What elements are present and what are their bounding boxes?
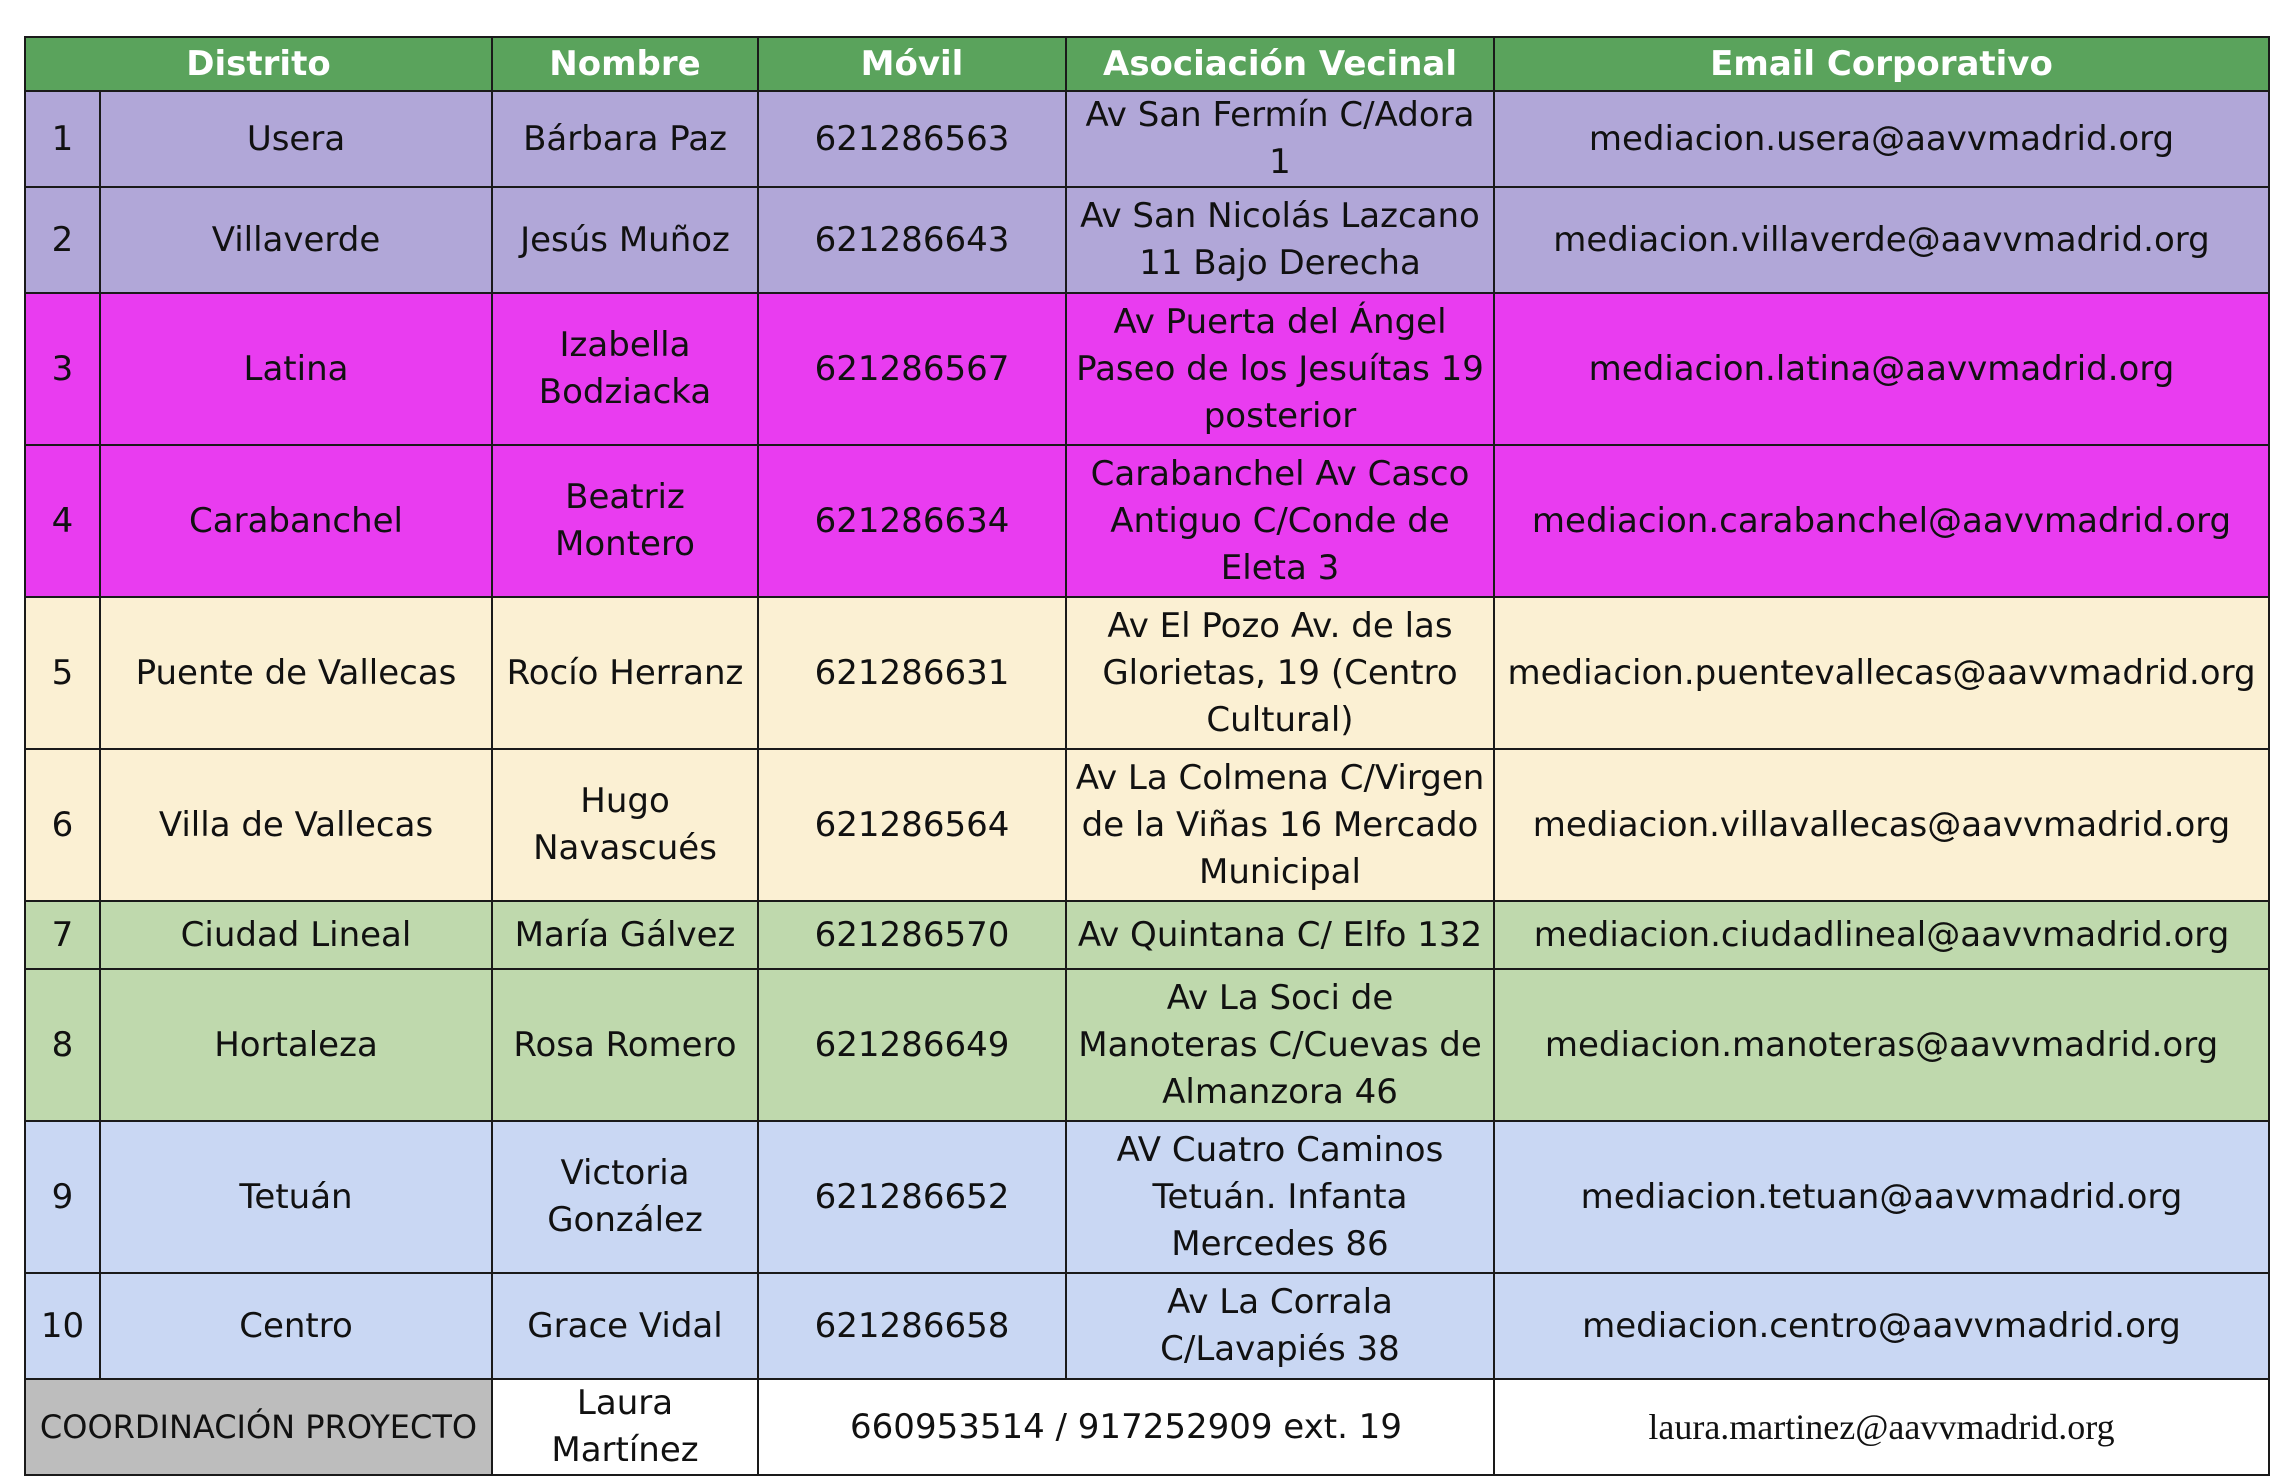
email-cell: mediacion.manoteras@aavvmadrid.org	[1494, 969, 2269, 1121]
coordinator-name: Laura Martínez	[492, 1379, 758, 1475]
table-row	[25, 597, 2269, 749]
name-cell: Jesús Muñoz	[492, 187, 758, 293]
row-number: 4	[25, 445, 100, 597]
district-cell: Tetuán	[100, 1121, 492, 1273]
mobile-cell: 621286658	[758, 1273, 1066, 1379]
coordination-row	[25, 1379, 2269, 1475]
table-row	[25, 293, 2269, 445]
name-cell: Rocío Herranz	[492, 597, 758, 749]
contacts-table-container	[24, 36, 2270, 1476]
table-row	[25, 1121, 2269, 1273]
mobile-cell: 621286567	[758, 293, 1066, 445]
association-cell: Carabanchel Av Casco Antiguo C/Conde de Eleta 3	[1066, 445, 1494, 597]
email-cell: mediacion.carabanchel@aavvmadrid.org	[1494, 445, 2269, 597]
email-cell: mediacion.centro@aavvmadrid.org	[1494, 1273, 2269, 1379]
district-cell: Villa de Vallecas	[100, 749, 492, 901]
email-cell: mediacion.puentevallecas@aavvmadrid.org	[1494, 597, 2269, 749]
mobile-cell: 621286570	[758, 901, 1066, 969]
row-number: 8	[25, 969, 100, 1121]
header-row	[25, 37, 2269, 91]
email-cell: mediacion.ciudadlineal@aavvmadrid.org	[1494, 901, 2269, 969]
table-row	[25, 901, 2269, 969]
association-cell: Av San Nicolás Lazcano 11 Bajo Derecha	[1066, 187, 1494, 293]
association-cell: Av El Pozo Av. de las Glorietas, 19 (Centro Cultural)	[1066, 597, 1494, 749]
name-cell: Hugo Navascués	[492, 749, 758, 901]
header-nombre: Nombre	[492, 37, 758, 91]
row-number: 5	[25, 597, 100, 749]
row-number: 7	[25, 901, 100, 969]
district-cell: Centro	[100, 1273, 492, 1379]
header-distrito: Distrito	[25, 37, 492, 91]
association-cell: Av San Fermín C/Adora 1	[1066, 91, 1494, 187]
mobile-cell: 621286634	[758, 445, 1066, 597]
association-cell: AV Cuatro Caminos Tetuán. Infanta Mercedes 86	[1066, 1121, 1494, 1273]
header-email: Email Corporativo	[1494, 37, 2269, 91]
row-number: 9	[25, 1121, 100, 1273]
coordinator-email: laura.martinez@aavvmadrid.org	[1494, 1379, 2269, 1475]
district-cell: Ciudad Lineal	[100, 901, 492, 969]
table-row	[25, 187, 2269, 293]
mobile-cell: 621286649	[758, 969, 1066, 1121]
header-asociacion: Asociación Vecinal	[1066, 37, 1494, 91]
row-number: 10	[25, 1273, 100, 1379]
district-cell: Usera	[100, 91, 492, 187]
district-cell: Latina	[100, 293, 492, 445]
row-number: 3	[25, 293, 100, 445]
name-cell: María Gálvez	[492, 901, 758, 969]
district-cell: Hortaleza	[100, 969, 492, 1121]
header-movil: Móvil	[758, 37, 1066, 91]
name-cell: Beatriz Montero	[492, 445, 758, 597]
coordinator-phones: 660953514 / 917252909 ext. 19	[758, 1379, 1494, 1475]
association-cell: Av La Corrala C/Lavapiés 38	[1066, 1273, 1494, 1379]
table-row	[25, 749, 2269, 901]
mobile-cell: 621286652	[758, 1121, 1066, 1273]
table-row	[25, 1273, 2269, 1379]
table-row	[25, 91, 2269, 187]
name-cell: Bárbara Paz	[492, 91, 758, 187]
association-cell: Av La Colmena C/Virgen de la Viñas 16 Mercado Municipal	[1066, 749, 1494, 901]
email-cell: mediacion.latina@aavvmadrid.org	[1494, 293, 2269, 445]
mobile-cell: 621286564	[758, 749, 1066, 901]
association-cell: Av Quintana C/ Elfo 132	[1066, 901, 1494, 969]
name-cell: Grace Vidal	[492, 1273, 758, 1379]
row-number: 1	[25, 91, 100, 187]
name-cell: Rosa Romero	[492, 969, 758, 1121]
row-number: 6	[25, 749, 100, 901]
mobile-cell: 621286643	[758, 187, 1066, 293]
row-number: 2	[25, 187, 100, 293]
email-cell: mediacion.villavallecas@aavvmadrid.org	[1494, 749, 2269, 901]
table-row	[25, 969, 2269, 1121]
coordination-label: COORDINACIÓN PROYECTO	[25, 1379, 492, 1475]
district-cell: Villaverde	[100, 187, 492, 293]
mediators-table	[24, 36, 2270, 1476]
association-cell: Av Puerta del Ángel Paseo de los Jesuítas 19 posterior	[1066, 293, 1494, 445]
district-cell: Carabanchel	[100, 445, 492, 597]
name-cell: Izabella Bodziacka	[492, 293, 758, 445]
mobile-cell: 621286563	[758, 91, 1066, 187]
mobile-cell: 621286631	[758, 597, 1066, 749]
association-cell: Av La Soci de Manoteras C/Cuevas de Almanzora 46	[1066, 969, 1494, 1121]
name-cell: Victoria González	[492, 1121, 758, 1273]
email-cell: mediacion.usera@aavvmadrid.org	[1494, 91, 2269, 187]
email-cell: mediacion.villaverde@aavvmadrid.org	[1494, 187, 2269, 293]
table-row	[25, 445, 2269, 597]
district-cell: Puente de Vallecas	[100, 597, 492, 749]
email-cell: mediacion.tetuan@aavvmadrid.org	[1494, 1121, 2269, 1273]
